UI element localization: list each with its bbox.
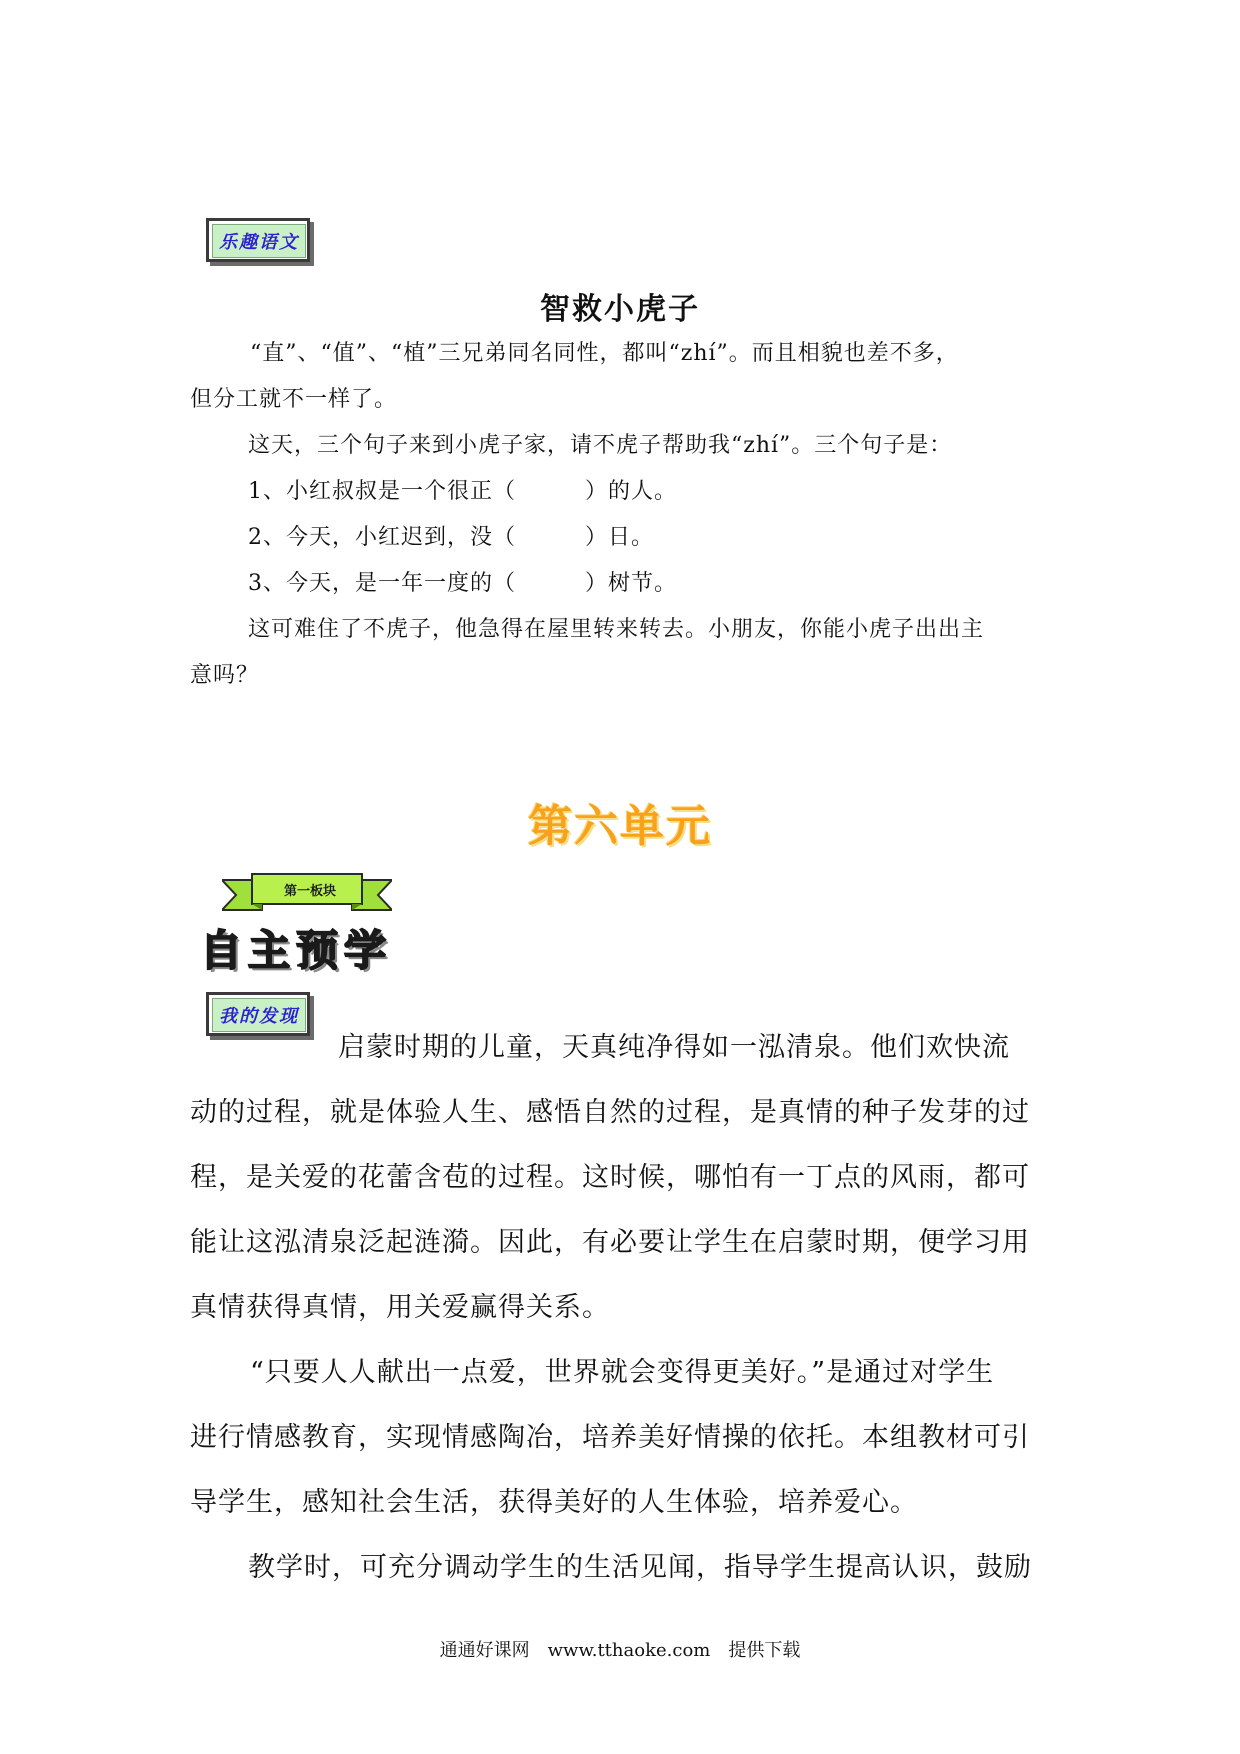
exercise-item: 2、今天，小红迟到，没（ ）日。 [248, 525, 654, 550]
discovery-tag [206, 992, 310, 1036]
discovery-line: 程，是关爱的花蕾含苞的过程。这时候，哪怕有一丁点的风雨，都可 [190, 1162, 1030, 1193]
discovery-line: 真情获得真情，用关爱赢得关系。 [190, 1292, 610, 1323]
intro-line-1: “直”、“值”、“植”三兄弟同名同性，都叫“zhí”。而且相貌也差不多， [250, 341, 959, 366]
story-title: 智救小虎子 [540, 292, 700, 327]
exercise-item: 1、小红叔叔是一个很正（ ）的人。 [248, 479, 677, 504]
discovery-line: 启蒙时期的儿童，天真纯净得如一泓清泉。他们欢快流 [338, 1032, 1010, 1063]
closing-line-2: 意吗？ [190, 663, 260, 688]
module-title: 自主预学 [200, 926, 393, 975]
discovery-line: 导学生，感知社会生活，获得美好的人生体验，培养爱心。 [190, 1487, 918, 1518]
discovery-line: “只要人人献出一点爱，世界就会变得更美好。”是通过对学生 [250, 1357, 995, 1388]
closing-line-1: 这可难住了不虎子，他急得在屋里转来转去。小朋友，你能小虎子出出主 [248, 617, 985, 642]
fun-chinese-tag-label: 乐趣语文 [212, 224, 306, 258]
ribbon-label: 第一板块 [283, 884, 336, 899]
discovery-line: 进行情感教育，实现情感陶冶，培养美好情操的依托。本组教材可引 [190, 1422, 1030, 1453]
fun-chinese-tag [206, 218, 310, 262]
discovery-tag-label: 我的发现 [212, 998, 306, 1032]
unit-title: 第六单元 [528, 801, 712, 852]
footer-credit: 通通好课网 www.tthaoke.com 提供下载 [439, 1640, 801, 1661]
discovery-line: 能让这泓清泉泛起涟漪。因此，有必要让学生在启蒙时期，便学习用 [190, 1227, 1030, 1258]
intro-line-2: 但分工就不一样了。 [190, 387, 398, 412]
discovery-line: 教学时，可充分调动学生的生活见闻，指导学生提高认识，鼓励 [248, 1552, 1032, 1583]
exercise-item: 3、今天，是一年一度的（ ）树节。 [248, 571, 677, 596]
request-line: 这天，三个句子来到小虎子家，请不虎子帮助我“zhí”。三个句子是： [248, 433, 953, 458]
discovery-line: 动的过程，就是体验人生、感悟自然的过程，是真情的种子发芽的过 [190, 1097, 1030, 1128]
